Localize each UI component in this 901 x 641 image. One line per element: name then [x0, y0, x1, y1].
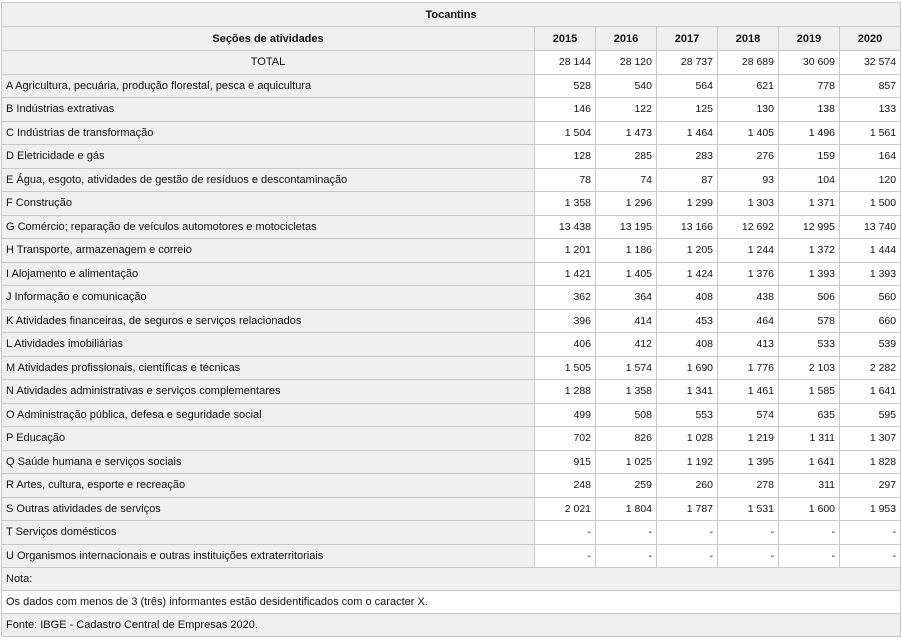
cell-value: 13 166: [657, 215, 718, 239]
cell-value: 1 641: [840, 380, 901, 404]
cell-value: 915: [535, 450, 596, 474]
row-label: TOTAL: [2, 51, 535, 75]
cell-value: 12 692: [718, 215, 779, 239]
note-text: Os dados com menos de 3 (três) informantes estão desidentificados com o caracter X.: [2, 591, 901, 614]
row-label: F Construção: [2, 192, 535, 216]
cell-value: 553: [657, 403, 718, 427]
cell-value: 408: [657, 286, 718, 310]
row-label: B Indústrias extrativas: [2, 98, 535, 122]
cell-value: 574: [718, 403, 779, 427]
cell-value: 778: [779, 74, 840, 98]
cell-value: 1 201: [535, 239, 596, 263]
row-label: D Eletricidade e gás: [2, 145, 535, 169]
cell-value: 1 393: [779, 262, 840, 286]
cell-value: 413: [718, 333, 779, 357]
cell-value: 1 219: [718, 427, 779, 451]
cell-value: 28 144: [535, 51, 596, 75]
cell-value: 1 561: [840, 121, 901, 145]
row-label: U Organismos internacionais e outras instituições extraterritoriais: [2, 544, 535, 568]
row-label: O Administração pública, defesa e seguridade social: [2, 403, 535, 427]
cell-value: 412: [596, 333, 657, 357]
cell-value: 364: [596, 286, 657, 310]
cell-value: 660: [840, 309, 901, 333]
cell-value: 93: [718, 168, 779, 192]
cell-value: -: [779, 544, 840, 568]
cell-value: 1 341: [657, 380, 718, 404]
row-label: S Outras atividades de serviços: [2, 497, 535, 521]
row-label: C Indústrias de transformação: [2, 121, 535, 145]
cell-value: 1 504: [535, 121, 596, 145]
cell-value: 1 299: [657, 192, 718, 216]
table-row: [2, 168, 901, 192]
cell-value: 826: [596, 427, 657, 451]
cell-value: 248: [535, 474, 596, 498]
row-label: L Atividades imobiliárias: [2, 333, 535, 357]
cell-value: 560: [840, 286, 901, 310]
cell-value: 164: [840, 145, 901, 169]
cell-value: 1 358: [535, 192, 596, 216]
cell-value: 1 473: [596, 121, 657, 145]
cell-value: 635: [779, 403, 840, 427]
cell-value: 533: [779, 333, 840, 357]
cell-value: 87: [657, 168, 718, 192]
cell-value: 508: [596, 403, 657, 427]
column-header-year: 2017: [657, 27, 718, 51]
cell-value: 408: [657, 333, 718, 357]
cell-value: 1 600: [779, 497, 840, 521]
row-label: H Transporte, armazenagem e correio: [2, 239, 535, 263]
cell-value: -: [718, 521, 779, 545]
row-label: T Serviços domésticos: [2, 521, 535, 545]
cell-value: 1 690: [657, 356, 718, 380]
row-label: Q Saúde humana e serviços sociais: [2, 450, 535, 474]
row-label: N Atividades administrativas e serviços complementares: [2, 380, 535, 404]
cell-value: 1 393: [840, 262, 901, 286]
cell-value: 285: [596, 145, 657, 169]
cell-value: 74: [596, 168, 657, 192]
cell-value: 159: [779, 145, 840, 169]
row-label: J Informação e comunicação: [2, 286, 535, 310]
cell-value: 506: [779, 286, 840, 310]
table-row: [2, 145, 901, 169]
cell-value: 1 787: [657, 497, 718, 521]
cell-value: 1 461: [718, 380, 779, 404]
column-header-year: 2015: [535, 27, 596, 51]
cell-value: 464: [718, 309, 779, 333]
cell-value: -: [718, 544, 779, 568]
cell-value: 1 496: [779, 121, 840, 145]
cell-value: 857: [840, 74, 901, 98]
cell-value: 1 192: [657, 450, 718, 474]
cell-value: -: [596, 544, 657, 568]
cell-value: 1 371: [779, 192, 840, 216]
cell-value: 32 574: [840, 51, 901, 75]
cell-value: -: [535, 544, 596, 568]
cell-value: 540: [596, 74, 657, 98]
table-row: [2, 521, 901, 545]
cell-value: 133: [840, 98, 901, 122]
table-row: [2, 286, 901, 310]
cell-value: 278: [718, 474, 779, 498]
cell-value: 1 444: [840, 239, 901, 263]
header-row: [2, 27, 901, 51]
table-row: [2, 544, 901, 568]
cell-value: 1 828: [840, 450, 901, 474]
row-label: P Educação: [2, 427, 535, 451]
cell-value: 28 689: [718, 51, 779, 75]
cell-value: 406: [535, 333, 596, 357]
cell-value: -: [535, 521, 596, 545]
cell-value: 1 531: [718, 497, 779, 521]
cell-value: 1 585: [779, 380, 840, 404]
cell-value: 120: [840, 168, 901, 192]
cell-value: 1 804: [596, 497, 657, 521]
cell-value: 1 186: [596, 239, 657, 263]
cell-value: -: [596, 521, 657, 545]
table-row: [2, 427, 901, 451]
row-label: I Alojamento e alimentação: [2, 262, 535, 286]
cell-value: 539: [840, 333, 901, 357]
cell-value: -: [779, 521, 840, 545]
cell-value: 146: [535, 98, 596, 122]
cell-value: 260: [657, 474, 718, 498]
table-row: [2, 474, 901, 498]
cell-value: 283: [657, 145, 718, 169]
data-table: [1, 2, 901, 637]
cell-value: 1 358: [596, 380, 657, 404]
cell-value: 28 120: [596, 51, 657, 75]
cell-value: 1 500: [840, 192, 901, 216]
cell-value: 1 421: [535, 262, 596, 286]
cell-value: 1 574: [596, 356, 657, 380]
cell-value: 1 505: [535, 356, 596, 380]
table-row: [2, 98, 901, 122]
column-header-year: 2020: [840, 27, 901, 51]
row-label: G Comércio; reparação de veículos automotores e motocicletas: [2, 215, 535, 239]
row-label: R Artes, cultura, esporte e recreação: [2, 474, 535, 498]
cell-value: -: [657, 521, 718, 545]
cell-value: 259: [596, 474, 657, 498]
cell-value: 702: [535, 427, 596, 451]
cell-value: 1 205: [657, 239, 718, 263]
cell-value: 528: [535, 74, 596, 98]
cell-value: 1 776: [718, 356, 779, 380]
row-label: A Agricultura, pecuária, produção florestal, pesca e aquicultura: [2, 74, 535, 98]
cell-value: 28 737: [657, 51, 718, 75]
table-row: [2, 262, 901, 286]
cell-value: 30 609: [779, 51, 840, 75]
cell-value: 1 424: [657, 262, 718, 286]
column-header-label: Seções de atividades: [2, 27, 535, 51]
table-row: [2, 380, 901, 404]
cell-value: 362: [535, 286, 596, 310]
table-row: [2, 192, 901, 216]
column-header-year: 2016: [596, 27, 657, 51]
cell-value: 578: [779, 309, 840, 333]
cell-value: 1 405: [718, 121, 779, 145]
row-label: M Atividades profissionais, científicas e técnicas: [2, 356, 535, 380]
cell-value: 1 953: [840, 497, 901, 521]
cell-value: 621: [718, 74, 779, 98]
cell-value: 1 025: [596, 450, 657, 474]
row-label: K Atividades financeiras, de seguros e serviços relacionados: [2, 309, 535, 333]
cell-value: 453: [657, 309, 718, 333]
cell-value: 78: [535, 168, 596, 192]
cell-value: 1 372: [779, 239, 840, 263]
cell-value: 1 296: [596, 192, 657, 216]
table-row: [2, 333, 901, 357]
column-header-year: 2019: [779, 27, 840, 51]
table-row: [2, 74, 901, 98]
cell-value: 276: [718, 145, 779, 169]
cell-value: 1 028: [657, 427, 718, 451]
cell-value: 595: [840, 403, 901, 427]
table-row: [2, 309, 901, 333]
cell-value: 13 195: [596, 215, 657, 239]
table-title: Tocantins: [2, 3, 901, 27]
cell-value: 564: [657, 74, 718, 98]
cell-value: 138: [779, 98, 840, 122]
total-row: [2, 51, 901, 75]
cell-value: 12 995: [779, 215, 840, 239]
cell-value: 2 282: [840, 356, 901, 380]
note-label: Nota:: [2, 568, 901, 591]
cell-value: 2 021: [535, 497, 596, 521]
cell-value: -: [840, 544, 901, 568]
cell-value: 414: [596, 309, 657, 333]
row-label: E Água, esgoto, atividades de gestão de resíduos e descontaminação: [2, 168, 535, 192]
cell-value: 1 395: [718, 450, 779, 474]
cell-value: 438: [718, 286, 779, 310]
cell-value: 297: [840, 474, 901, 498]
cell-value: 122: [596, 98, 657, 122]
table-row: [2, 239, 901, 263]
cell-value: 125: [657, 98, 718, 122]
table-row: [2, 215, 901, 239]
cell-value: 1 311: [779, 427, 840, 451]
table-row: [2, 497, 901, 521]
cell-value: 1 303: [718, 192, 779, 216]
cell-value: -: [840, 521, 901, 545]
table-row: [2, 356, 901, 380]
cell-value: 499: [535, 403, 596, 427]
cell-value: 1 376: [718, 262, 779, 286]
source-text: Fonte: IBGE - Cadastro Central de Empresas 2020.: [2, 614, 901, 637]
cell-value: 396: [535, 309, 596, 333]
cell-value: 130: [718, 98, 779, 122]
table-row: [2, 121, 901, 145]
cell-value: 1 405: [596, 262, 657, 286]
cell-value: 104: [779, 168, 840, 192]
cell-value: 1 307: [840, 427, 901, 451]
cell-value: -: [657, 544, 718, 568]
cell-value: 1 244: [718, 239, 779, 263]
cell-value: 13 438: [535, 215, 596, 239]
table-row: [2, 403, 901, 427]
cell-value: 311: [779, 474, 840, 498]
cell-value: 1 641: [779, 450, 840, 474]
cell-value: 128: [535, 145, 596, 169]
cell-value: 2 103: [779, 356, 840, 380]
column-header-year: 2018: [718, 27, 779, 51]
table-row: [2, 450, 901, 474]
cell-value: 1 464: [657, 121, 718, 145]
cell-value: 1 288: [535, 380, 596, 404]
cell-value: 13 740: [840, 215, 901, 239]
